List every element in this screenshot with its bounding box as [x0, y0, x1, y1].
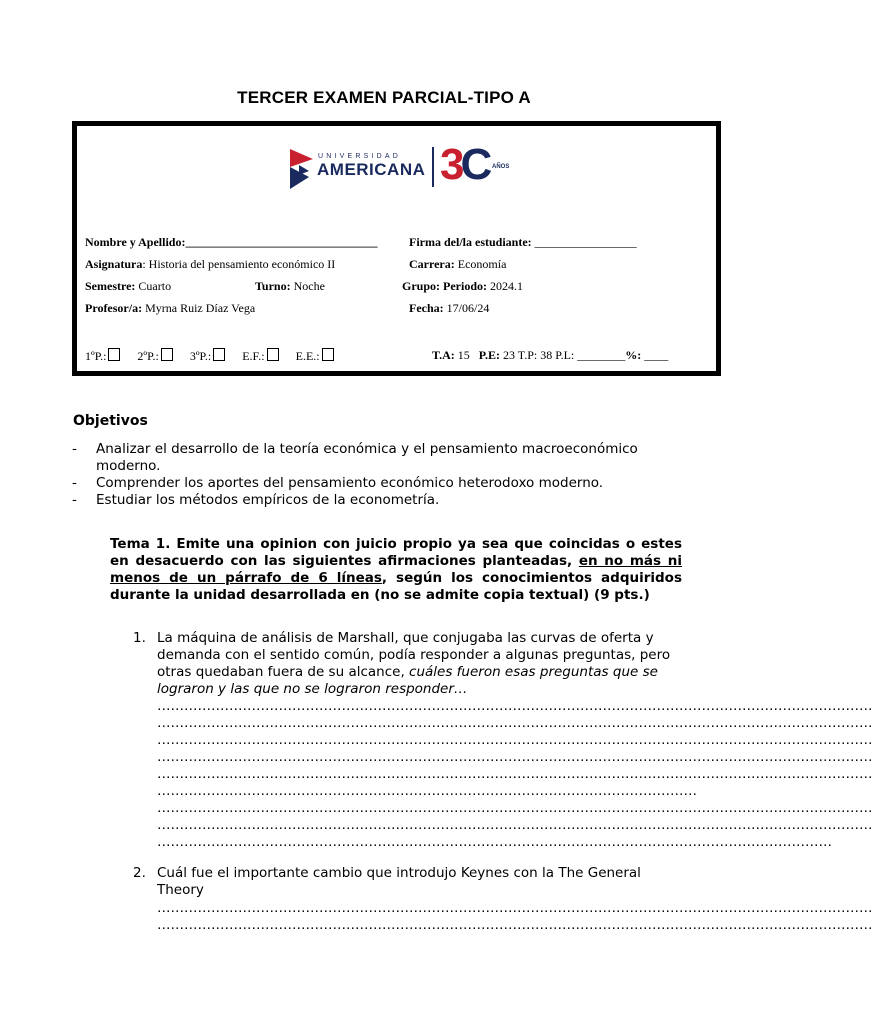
bullet-marker: - [72, 475, 77, 491]
firma-blank[interactable]: _________________ [531, 235, 637, 249]
answer-line[interactable]: …………………………………………………………………………………………………………………………………………… [157, 900, 873, 916]
logo-divider [432, 147, 434, 187]
grupo-label: Grupo: Periodo: [402, 279, 487, 293]
objetivo-item: Analizar el desarrollo de la teoría económica y el pensamiento macroeconómico moderno. [96, 441, 638, 474]
exam-header-box [72, 121, 721, 376]
p2-checkbox[interactable] [161, 348, 173, 361]
ee-label: E.E.: [295, 349, 320, 363]
p1-checkbox[interactable] [108, 348, 120, 361]
question-1-italic: cuáles fueron esas preguntas que se lograron y las que no se lograron responder… [157, 664, 658, 697]
asignatura-label: Asignatura [85, 257, 143, 271]
flag-icon [287, 149, 317, 191]
answer-line[interactable]: ………………………………………………………………………………………………………… [157, 783, 697, 799]
answer-line[interactable]: …………………………………………………………………………………………………………………………………………… [157, 800, 873, 816]
ta-value: 15 [454, 348, 470, 362]
pe-label: P.E: [478, 348, 501, 362]
carrera-label: Carrera: [409, 257, 455, 271]
exam-title: TERCER EXAMEN PARCIAL-TIPO A [237, 88, 531, 107]
fecha-value: 17/06/24 [443, 301, 490, 315]
bullet-marker: - [72, 441, 77, 457]
firma-field[interactable] [409, 235, 637, 250]
tema-part1: Tema 1. Emite una opinion con juicio propio ya sea que coincidas o estes en desacuerdo con las siguientes afirmaciones planteadas, [110, 536, 682, 569]
objetivo-item: Estudiar los métodos empíricos de la econometría. [96, 492, 440, 508]
firma-label: Firma del/la estudiante: [409, 235, 532, 249]
turno-label: Turno: [255, 279, 291, 293]
tema-instructions [110, 536, 682, 604]
turno-value: Noche [290, 279, 325, 293]
p1-label: 1ºP.: [85, 349, 107, 363]
question-text [157, 630, 683, 698]
anniv-digit-3: 3 [440, 140, 461, 189]
semestre-value: Cuarto [135, 279, 172, 293]
grupo-value: 2024.1 [487, 279, 523, 293]
nombre-label: Nombre y Apellido: [85, 235, 186, 249]
semestre-field [85, 279, 171, 294]
profesor-label: Profesor/a: [85, 301, 143, 315]
grupo-field [402, 279, 523, 294]
semestre-label: Semestre: [85, 279, 136, 293]
tema-underlined: en no más ni menos de un párrafo de 6 líneas [110, 553, 682, 586]
answer-line[interactable]: …………………………………………………………………………………………………………………………………………… [157, 732, 873, 748]
answer-line[interactable]: …………………………………………………………………………………………………………………………………………… [157, 698, 873, 714]
logo-main-text: AMERICANA [317, 160, 426, 179]
carrera-field [409, 257, 506, 272]
nombre-field[interactable] [85, 235, 377, 250]
logo-top-text: UNIVERSIDAD [318, 153, 402, 160]
question-number: 2. [133, 865, 146, 881]
nombre-blank[interactable]: ________________________________ [185, 235, 378, 249]
objetivo-item: Comprender los aportes del pensamiento económico heterodoxo moderno. [96, 475, 604, 491]
answer-line[interactable]: …………………………………………………………………………………………………………………………………… [157, 834, 832, 850]
question-1-text: La máquina de análisis de Marshall, que conjugaba las curvas de oferta y demanda con el sentido común, podía responder a algunas preguntas, pero otras quedaban fuera de su alcance, [157, 630, 671, 680]
tema-part2: , según los conocimientos adquiridos durante la unidad desarrollada en (no se admite copia textual) (9 pts.) [110, 570, 682, 603]
university-logo [287, 140, 517, 195]
profesor-field [85, 301, 255, 316]
answer-line[interactable]: …………………………………………………………………………………………………………………………………………… [157, 766, 873, 782]
objetivos-heading: Objetivos [73, 413, 148, 429]
pct-value: ____ [641, 348, 669, 362]
p3-label: 3ºP.: [189, 349, 212, 363]
ta-label: T.A: [432, 348, 455, 362]
answer-line[interactable]: …………………………………………………………………………………………………………………………………………… [157, 817, 873, 833]
asignatura-value: : Historia del pensamiento económico II [142, 257, 336, 271]
ee-checkbox[interactable] [322, 348, 334, 361]
carrera-value: Economía [454, 257, 507, 271]
anniv-digit-0: C [460, 140, 489, 189]
answer-line[interactable]: …………………………………………………………………………………………………………………………………………… [157, 917, 873, 933]
answer-line[interactable]: …………………………………………………………………………………………………………………………………………… [157, 715, 873, 731]
pct-label: %: [625, 348, 642, 362]
turno-field [255, 279, 325, 294]
question-number: 1. [133, 630, 146, 646]
ef-label: E.F.: [242, 349, 265, 363]
p2-label: 2ºP.: [137, 349, 159, 363]
asignatura-field [85, 257, 335, 272]
fecha-label: Fecha: [409, 301, 444, 315]
bullet-marker: - [72, 492, 77, 508]
grading-row [85, 348, 334, 364]
logo-anniversary [440, 140, 488, 190]
p3-checkbox[interactable] [213, 348, 225, 361]
score-row [432, 348, 668, 363]
fecha-field [409, 301, 489, 316]
ef-checkbox[interactable] [267, 348, 279, 361]
question-2-text: Cuál fue el importante cambio que introdujo Keynes con la The General Theory [157, 865, 641, 898]
question-text [157, 865, 683, 899]
pe-value: 23 T.P: 38 P.L: ________ [500, 348, 626, 362]
answer-line[interactable]: …………………………………………………………………………………………………………………………………………… [157, 749, 873, 765]
logo-anos: AÑOS [492, 164, 510, 170]
profesor-value: Myrna Ruiz Díaz Vega [142, 301, 256, 315]
